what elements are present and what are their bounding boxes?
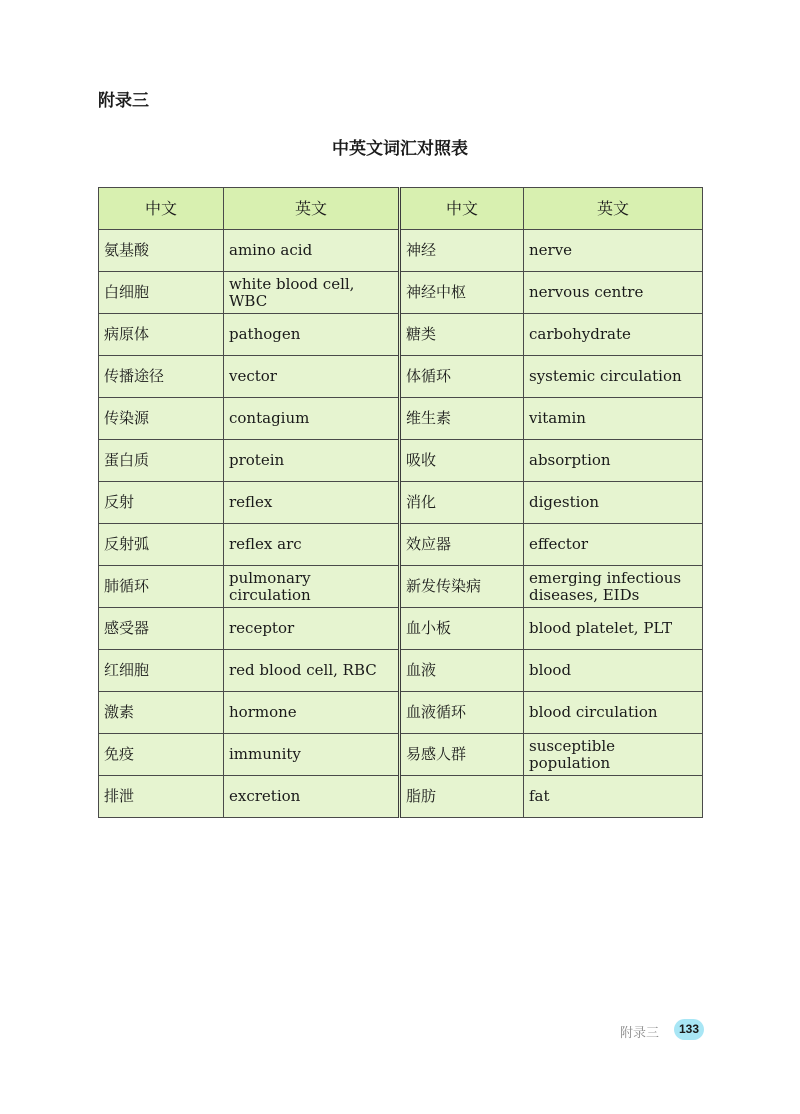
table-row [99,776,703,818]
cell-chinese-term: 传播途径 [99,356,224,398]
cell-chinese-term: 蛋白质 [99,440,224,482]
cell-chinese-term: 传染源 [99,398,224,440]
table-row [99,524,703,566]
cell-chinese-term: 肺循环 [99,566,224,608]
cell-english-term: fat [524,776,703,818]
table-body [99,230,703,818]
table-row [99,440,703,482]
appendix-label: 附录三 [98,91,149,111]
cell-chinese-term: 糖类 [400,314,524,356]
cell-english-term: receptor [224,608,400,650]
cell-english-term: reflex [224,482,400,524]
cell-english-term: excretion [224,776,400,818]
cell-english-term: white blood cell, WBC [224,272,400,314]
table-header-row [99,188,703,230]
cell-english-term: vector [224,356,400,398]
cell-chinese-term: 红细胞 [99,650,224,692]
page-title: 中英文词汇对照表 [332,139,468,159]
cell-english-term: reflex arc [224,524,400,566]
cell-english-term: immunity [224,734,400,776]
cell-chinese-term: 易感人群 [400,734,524,776]
cell-chinese-term: 体循环 [400,356,524,398]
cell-chinese-term: 血小板 [400,608,524,650]
cell-english-term: amino acid [224,230,400,272]
table-row [99,650,703,692]
cell-english-term: nerve [524,230,703,272]
table-row [99,566,703,608]
table-row [99,230,703,272]
column-header-english: 英文 [224,188,400,230]
table-row [99,356,703,398]
cell-chinese-term: 激素 [99,692,224,734]
cell-chinese-term: 血液 [400,650,524,692]
cell-english-term: emerging infectious diseases, EIDs [524,566,703,608]
column-header-english: 英文 [524,188,703,230]
cell-english-term: hormone [224,692,400,734]
cell-chinese-term: 神经 [400,230,524,272]
cell-chinese-term: 吸收 [400,440,524,482]
cell-english-term: systemic circulation [524,356,703,398]
table-row [99,692,703,734]
cell-chinese-term: 反射 [99,482,224,524]
cell-english-term: susceptible population [524,734,703,776]
cell-chinese-term: 排泄 [99,776,224,818]
cell-chinese-term: 消化 [400,482,524,524]
column-header-chinese: 中文 [400,188,524,230]
table-row [99,482,703,524]
cell-english-term: digestion [524,482,703,524]
cell-english-term: pathogen [224,314,400,356]
cell-chinese-term: 效应器 [400,524,524,566]
table-row [99,272,703,314]
footer-section-label: 附录三 [620,1026,660,1041]
cell-chinese-term: 免疫 [99,734,224,776]
table-row [99,608,703,650]
cell-chinese-term: 病原体 [99,314,224,356]
cell-chinese-term: 白细胞 [99,272,224,314]
cell-chinese-term: 新发传染病 [400,566,524,608]
cell-chinese-term: 反射弧 [99,524,224,566]
vocabulary-table [98,187,703,818]
table-row [99,734,703,776]
column-header-chinese: 中文 [99,188,224,230]
cell-english-term: blood circulation [524,692,703,734]
cell-chinese-term: 脂肪 [400,776,524,818]
page-number-badge: 133 [674,1019,704,1040]
cell-english-term: red blood cell, RBC [224,650,400,692]
cell-english-term: blood [524,650,703,692]
cell-chinese-term: 维生素 [400,398,524,440]
cell-english-term: contagium [224,398,400,440]
cell-english-term: absorption [524,440,703,482]
cell-chinese-term: 血液循环 [400,692,524,734]
cell-chinese-term: 神经中枢 [400,272,524,314]
cell-english-term: blood platelet, PLT [524,608,703,650]
cell-chinese-term: 氨基酸 [99,230,224,272]
cell-english-term: carbohydrate [524,314,703,356]
cell-chinese-term: 感受器 [99,608,224,650]
table-row [99,398,703,440]
cell-english-term: nervous centre [524,272,703,314]
cell-english-term: effector [524,524,703,566]
cell-english-term: vitamin [524,398,703,440]
cell-english-term: protein [224,440,400,482]
table-row [99,314,703,356]
cell-english-term: pulmonary circulation [224,566,400,608]
